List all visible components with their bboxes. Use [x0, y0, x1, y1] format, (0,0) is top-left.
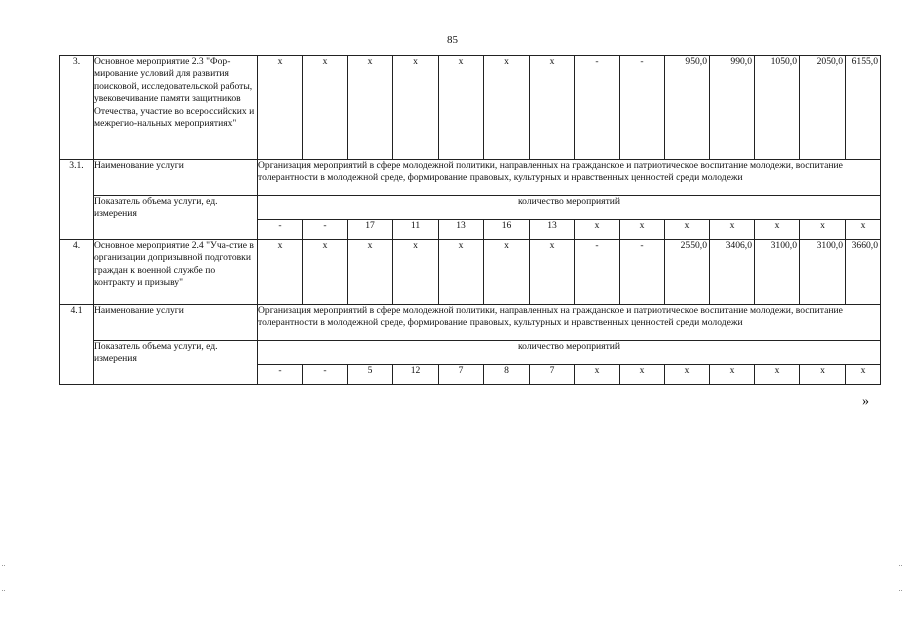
unit-label: количество мероприятий: [258, 196, 881, 220]
value-cell: х: [800, 365, 846, 385]
table-row-3: [60, 56, 881, 160]
value-cell: -: [575, 56, 620, 160]
page-number: 85: [447, 34, 458, 46]
value-cell: х: [484, 240, 530, 305]
table-row-4-1: [60, 305, 881, 341]
row-number: 4.: [60, 240, 94, 305]
value-cell: 2550,0: [665, 240, 710, 305]
value-cell: 17: [348, 220, 393, 240]
value-cell: 16: [484, 220, 530, 240]
table-row-4-1-unit: [60, 341, 881, 365]
value-cell: х: [439, 240, 484, 305]
value-cell: 1050,0: [755, 56, 800, 160]
value-cell: х: [575, 220, 620, 240]
table-row-4: [60, 240, 881, 305]
value-cell: х: [393, 56, 439, 160]
value-cell: -: [575, 240, 620, 305]
indicator-label: Показатель объема услуги, ед. измерения: [94, 196, 258, 240]
activity-name: Основное мероприятие 2.3 "Фор-мирование условий для развития поисковой, исследовательской работы, увековечивание памяти защитников Отечества, участие во всероссийских и межрегио-нальных мероприятиях": [94, 56, 258, 160]
value-cell: х: [755, 365, 800, 385]
value-cell: 990,0: [710, 56, 755, 160]
value-cell: 3100,0: [755, 240, 800, 305]
value-cell: -: [303, 365, 348, 385]
value-cell: х: [800, 220, 846, 240]
value-cell: х: [348, 240, 393, 305]
value-cell: х: [846, 220, 881, 240]
value-cell: 2050,0: [800, 56, 846, 160]
activity-name: Основное мероприятие 2.4 "Уча-стие в организации допризывной подготовки граждан к военной службе по контракту и призыву": [94, 240, 258, 305]
value-cell: х: [665, 220, 710, 240]
scan-edge-mark: [2, 565, 5, 591]
value-cell: х: [348, 56, 393, 160]
value-cell: х: [575, 365, 620, 385]
value-cell: х: [755, 220, 800, 240]
service-label: Наименование услуги: [94, 305, 258, 341]
value-cell: х: [620, 365, 665, 385]
value-cell: х: [530, 240, 575, 305]
value-cell: 8: [484, 365, 530, 385]
value-cell: 7: [530, 365, 575, 385]
row-number: 3.1.: [60, 160, 94, 240]
indicator-label: Показатель объема услуги, ед. измерения: [94, 341, 258, 385]
program-table: [59, 55, 881, 385]
row-number: 4.1: [60, 305, 94, 385]
table-row-3-1: [60, 160, 881, 196]
value-cell: 12: [393, 365, 439, 385]
value-cell: 3660,0: [846, 240, 881, 305]
value-cell: 5: [348, 365, 393, 385]
value-cell: 13: [439, 220, 484, 240]
value-cell: -: [303, 220, 348, 240]
value-cell: х: [530, 56, 575, 160]
unit-label: количество мероприятий: [258, 341, 881, 365]
value-cell: -: [620, 56, 665, 160]
value-cell: х: [710, 365, 755, 385]
value-cell: -: [258, 220, 303, 240]
service-description: Организация мероприятий в сфере молодежной политики, направленных на гражданское и патриотическое воспитание молодежи, воспитание толерантности в молодежной среде, формирование правовых, культурных и нравственных ценностей среди молодежи: [258, 160, 881, 196]
value-cell: -: [620, 240, 665, 305]
value-cell: х: [846, 365, 881, 385]
value-cell: 3406,0: [710, 240, 755, 305]
value-cell: х: [258, 56, 303, 160]
value-cell: 3100,0: [800, 240, 846, 305]
closing-quote: »: [862, 394, 869, 409]
value-cell: х: [484, 56, 530, 160]
value-cell: х: [665, 365, 710, 385]
value-cell: х: [303, 240, 348, 305]
value-cell: -: [258, 365, 303, 385]
value-cell: 13: [530, 220, 575, 240]
scan-edge-mark: [899, 565, 902, 591]
row-number: 3.: [60, 56, 94, 160]
value-cell: 950,0: [665, 56, 710, 160]
value-cell: х: [710, 220, 755, 240]
value-cell: х: [439, 56, 484, 160]
value-cell: х: [620, 220, 665, 240]
service-label: Наименование услуги: [94, 160, 258, 196]
value-cell: 11: [393, 220, 439, 240]
value-cell: х: [393, 240, 439, 305]
table-row-3-1-unit: [60, 196, 881, 220]
value-cell: 7: [439, 365, 484, 385]
service-description: Организация мероприятий в сфере молодежной политики, направленных на гражданское и патриотическое воспитание молодежи, воспитание толерантности в молодежной среде, формирование правовых, культурных и нравственных ценностей среди молодежи: [258, 305, 881, 341]
value-cell: х: [303, 56, 348, 160]
value-cell: х: [258, 240, 303, 305]
value-cell: 6155,0: [846, 56, 881, 160]
